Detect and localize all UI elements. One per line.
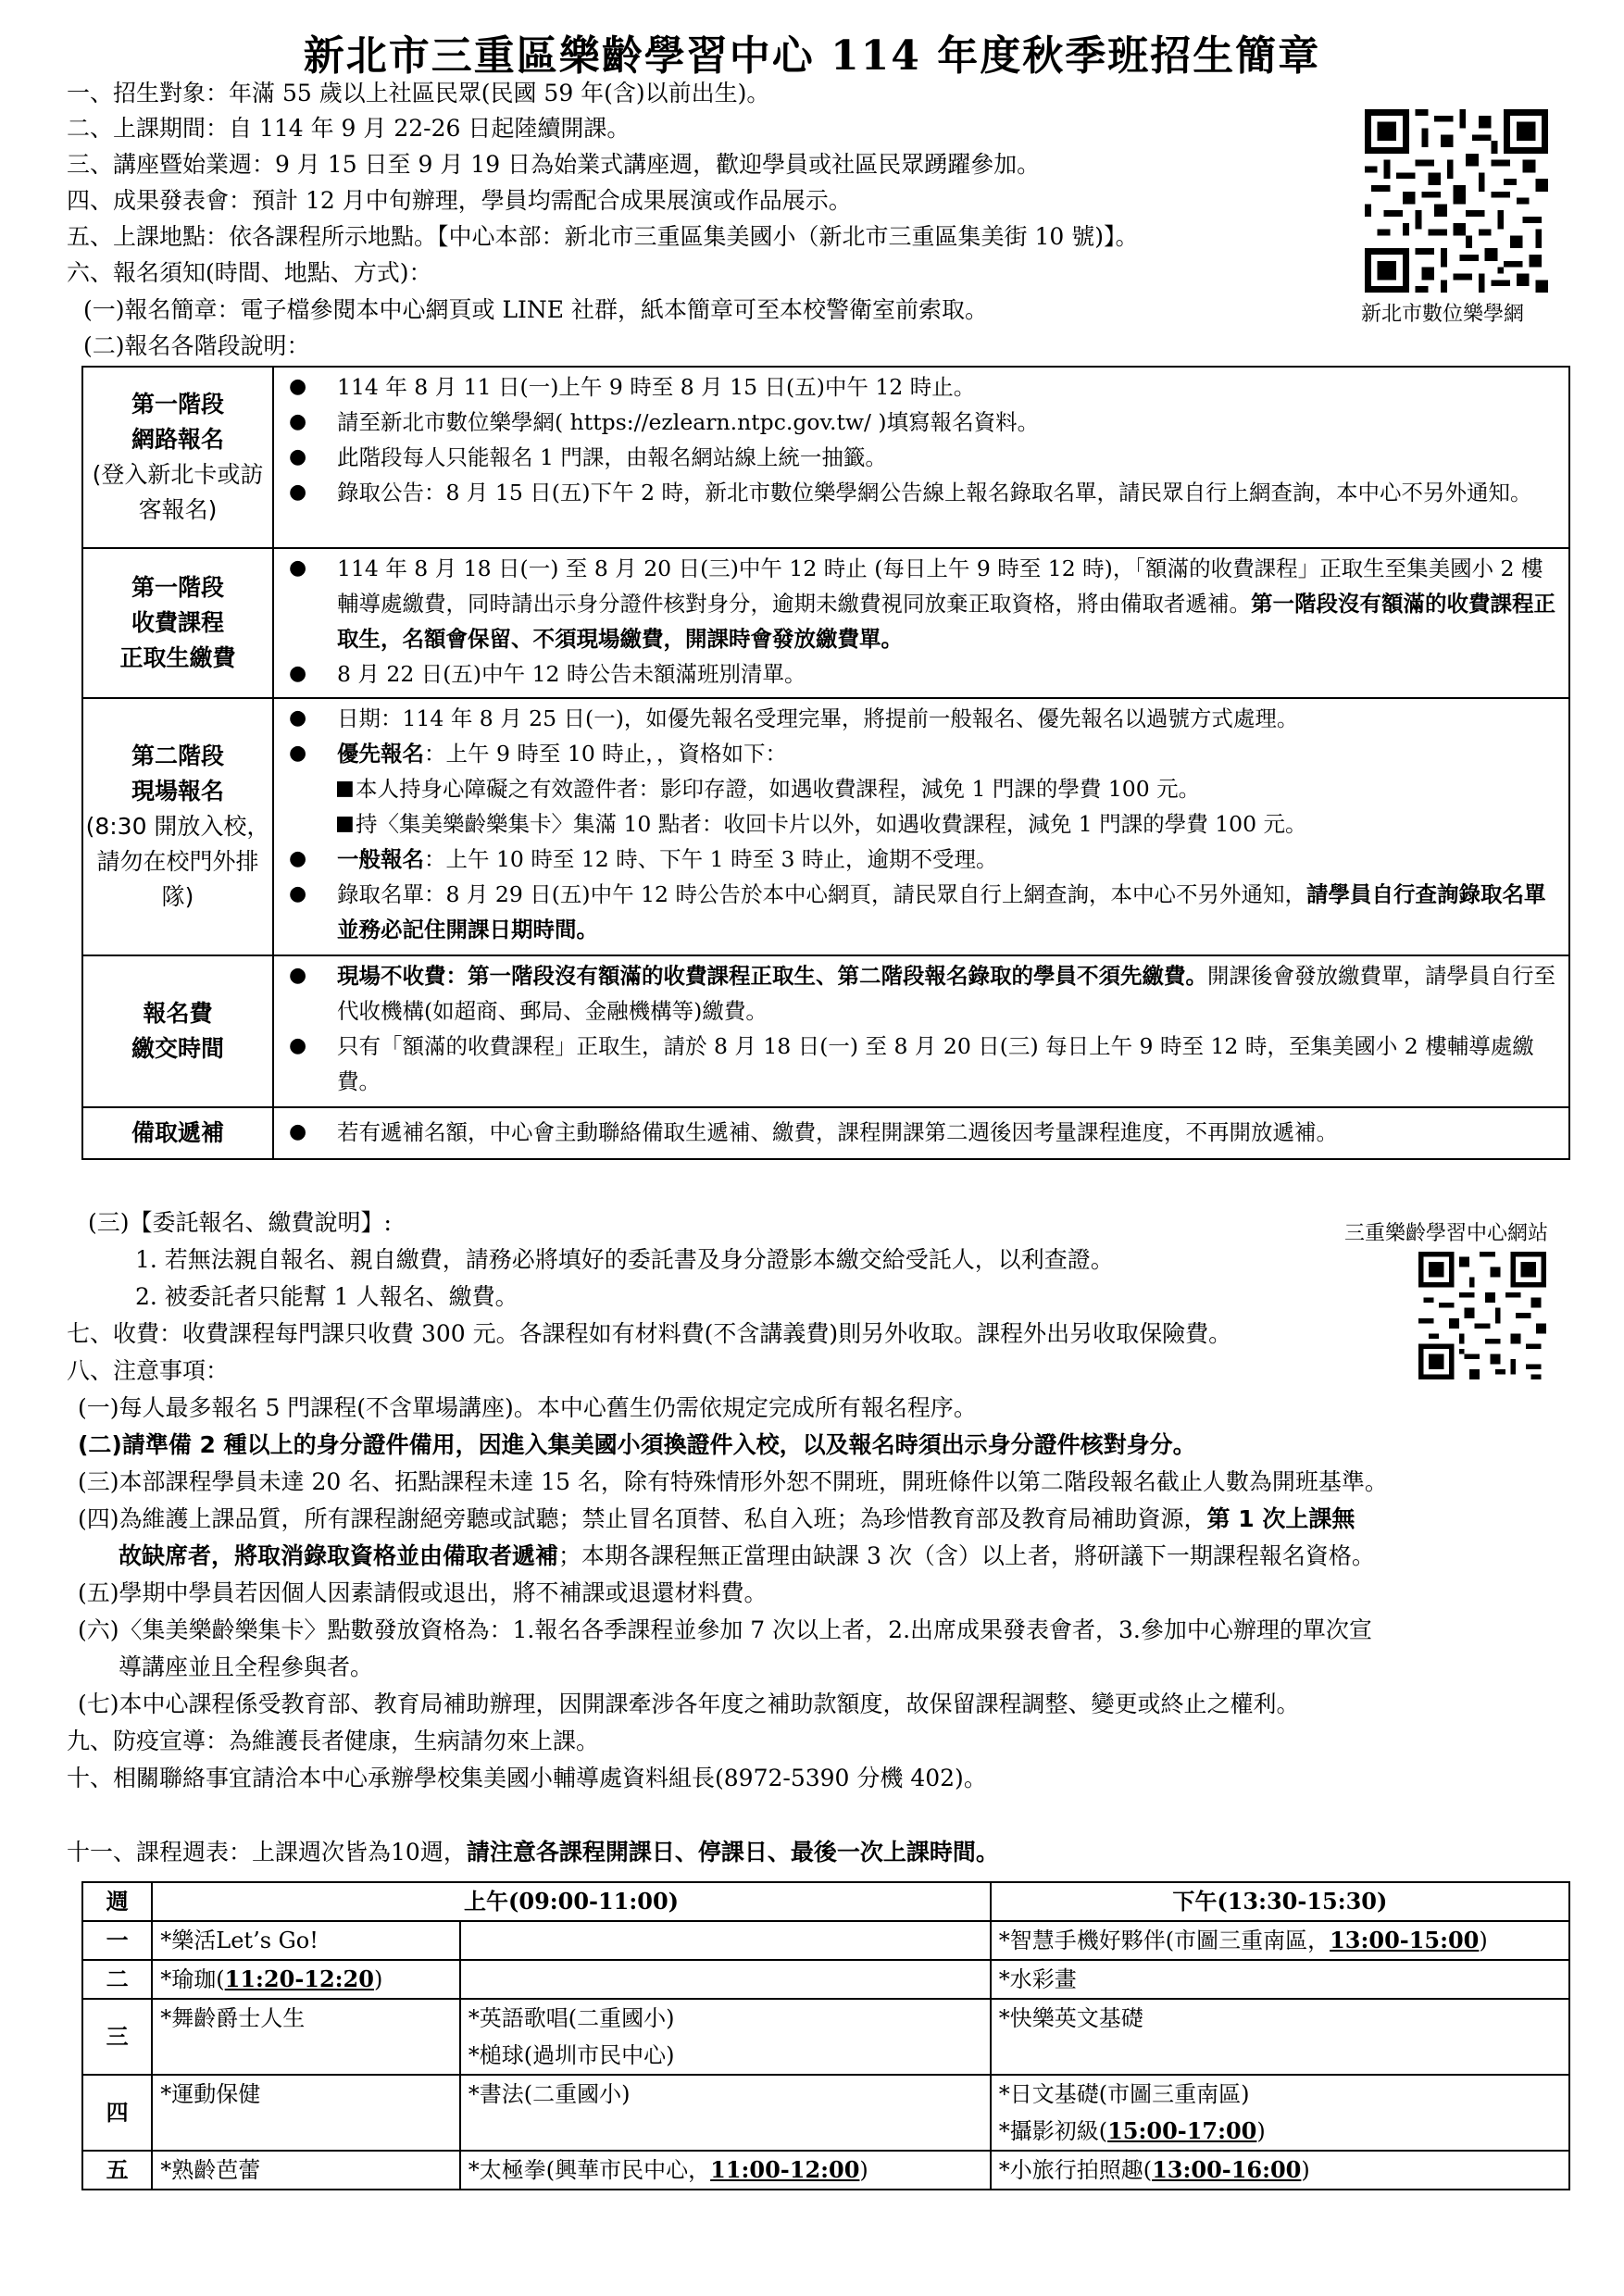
stage-2-body (273, 548, 1569, 698)
schedule-wed-am-2b: *槌球(過圳市民中心) (468, 2042, 675, 2068)
registration-stage-table (81, 366, 1570, 1160)
stage-4-title: 報名費 (143, 1000, 213, 1027)
intro-line-4: 四、成果發表會：預計 12 月中旬辦理，學員均需配合成果展演或作品展示。 (67, 187, 852, 214)
stage-1-bullet-4: ● 錄取公告：8 月 15 日(五)下午 2 時，新北市數位樂學網公告線上報名錄取名單，請民眾自行上網查詢，本中心不另外通知。 (283, 475, 1563, 510)
schedule-mon-pm-text: *智慧手機好夥伴(市圖三重南區， (998, 1928, 1330, 1953)
stage-1-body (273, 367, 1569, 548)
stage-2-bullet-1-bold: 第一階段沒有額滿的收費課程正取生，名額會保留、不須現場繳費，開課時會發放繳費單。 (337, 591, 1555, 652)
schedule-tue-am-1-text: *瑜珈( (160, 1966, 225, 1992)
schedule-thu-pm-2: *攝影初級(15:00-17:00) (998, 2117, 1266, 2144)
stage-3-bullet-3-text: ：上午 10 時至 12 時、下午 1 時至 3 時止，逾期不受理。 (424, 846, 998, 872)
stage-row-5 (82, 1107, 1569, 1159)
schedule-row-tue (82, 1960, 1569, 1999)
schedule-tue-am-2 (460, 1960, 991, 1999)
stage-2-header (82, 548, 273, 698)
note-6-line-1: (六)〈集美樂齡樂集卡〉點數發放資格為：1.報名各季課程並參加 7 次以上者，2.出席成果發表會者，3.參加中心辦理的單次宣 (78, 1616, 1372, 1643)
item-11 (67, 1835, 999, 1870)
stage-4-bullet-1-text: 開課後會發放繳費單，請學員自行至代收機構(如超商、郵局、金融機構等)繳費。 (337, 963, 1555, 1024)
note-4-bold-a: 第 1 次上課無 (1206, 1505, 1355, 1532)
stage-2-subtitle: 收費課程 (131, 609, 224, 636)
schedule-fri-am-2: *太極拳(興華市民中心，11:00-12:00) (460, 2151, 991, 2190)
stage-3-bullet-1: ● 日期：114 年 8 月 25 日(一)，如優先報名受理完畢，將提前一般報名、優先報名以過號方式處理。 (283, 701, 1563, 736)
weekly-schedule-table (81, 1881, 1570, 2190)
schedule-tue-am-1: *瑜珈(11:20-12:20) (152, 1960, 459, 1999)
note-1: (一)每人最多報名 5 門課程(不含單場講座)。本中心舊生仍需依規定完成所有報名程序。 (78, 1394, 977, 1421)
item-11-bold: 請注意各課程開課日、停課日、最後一次上課時間。 (466, 1839, 999, 1866)
stage-2-bullet-2: ● 8 月 22 日(五)中午 12 時公告未額滿班別清單。 (283, 656, 1563, 692)
schedule-thu-am-1: *運動保健 (152, 2075, 459, 2151)
stage-3-sub-1: ■ 本人持身心障礙之有效證件者：影印存證，如遇收費課程，減免 1 門課的學費 100 元。 (283, 771, 1563, 806)
schedule-header-pm: 下午(13:30-15:30) (991, 1882, 1569, 1921)
stage-4-bullet-1-bold: 現場不收費：第一階段沒有額滿的收費課程正取生、第二階段報名錄取的學員不須先繳費。 (337, 963, 1207, 989)
stage-5-body (273, 1107, 1569, 1159)
stage-2-bullet-1-text: 114 年 8 月 18 日(一) 至 8 月 20 日(三)中午 12 時止 (每日上午 9 時至 12 時)，「額滿的收費課程」正取生至集美國小 2 樓輔導處繳費，同時請出示身分證件核對身分，逾期未繳費視同放棄正取資格，將由備取者遞補。 (337, 555, 1543, 617)
stage-1-bullet-2[interactable]: ● 請至新北市數位樂學網( https://ezlearn.ntpc.gov.tw/ )填寫報名資料。 (283, 405, 1563, 440)
stage-1-header (82, 367, 273, 548)
schedule-day-fri: 五 (82, 2151, 152, 2190)
stage-3-note: (8:30 開放入校，請勿在校門外排隊) (85, 813, 270, 910)
qr-label-ezlearn: 新北市數位樂學網 (1361, 303, 1525, 326)
note-5: (五)學期中學員若因個人因素請假或退出，將不補課或退還材料費。 (78, 1579, 768, 1606)
section-3-item-2: 2. 被委託者只能幫 1 人報名、繳費。 (135, 1283, 518, 1310)
schedule-fri-am-2-text: *太極拳(興華市民中心， (468, 2157, 711, 2183)
stage-3-header (82, 698, 273, 955)
stage-5-title: 備取遞補 (131, 1119, 224, 1146)
stage-3-subtitle: 現場報名 (131, 778, 224, 805)
schedule-day-thu: 四 (82, 2075, 152, 2151)
stage-1-subtitle: 網路報名 (131, 426, 224, 453)
schedule-mon-am-2 (460, 1921, 991, 1960)
schedule-tue-pm: *水彩畫 (991, 1960, 1569, 1999)
note-4-text-b: ；本期各課程無正當理由缺課 3 次（含）以上者，將研議下一期課程報名資格。 (558, 1542, 1375, 1569)
stage-3-bullet-3 (283, 842, 1563, 877)
note-6-line-2: 導講座並且全程參與者。 (119, 1653, 374, 1680)
intro-line-8: (二)報名各階段說明： (83, 332, 310, 359)
notes-heading: 八、注意事項： (67, 1357, 230, 1384)
schedule-thu-pm-2-time: 15:00-17:00 (1107, 2117, 1257, 2144)
schedule-mon-pm: *智慧手機好夥伴(市圖三重南區，13:00-15:00) (991, 1921, 1569, 1960)
schedule-fri-pm: *小旅行拍照趣(13:00-16:00) (991, 2151, 1569, 2190)
schedule-day-tue: 二 (82, 1960, 152, 1999)
stage-3-bullet-2 (283, 736, 1563, 771)
page-title: 新北市三重區樂齡學習中心 114 年度秋季班招生簡章 (303, 32, 1321, 80)
schedule-wed-am-2 (460, 1999, 991, 2075)
schedule-row-mon (82, 1921, 1569, 1960)
qr-label-center-site: 三重樂齡學習中心網站 (1344, 1222, 1549, 1245)
schedule-fri-am-1: *熟齡芭蕾 (152, 2151, 459, 2190)
intro-line-6: 六、報名須知(時間、地點、方式)： (67, 259, 432, 286)
stage-3-sub-2: ■ 持〈集美樂齡樂集卡〉集滿 10 點者：收回卡片以外，如遇收費課程，減免 1 門課的學費 100 元。 (283, 806, 1563, 842)
stage-3-bullet-4-text: 錄取名單：8 月 29 日(五)中午 12 時公告於本中心網頁，請民眾自行上網查詢，本中心不另外通知， (337, 881, 1306, 907)
stage-2-title: 第一階段 (131, 574, 224, 601)
note-3: (三)本部課程學員未達 20 名、拓點課程未達 15 名，除有特殊情形外恕不開班，開班條件以第二階段報名截止人數為開班基準。 (78, 1468, 1388, 1495)
stage-2-bullet-1 (283, 551, 1563, 656)
schedule-row-thu (82, 2075, 1569, 2151)
schedule-wed-am-1: *舞齡爵士人生 (152, 1999, 459, 2075)
schedule-row-fri (82, 2151, 1569, 2190)
intro-line-7: (一)報名簡章：電子檔參閱本中心網頁或 LINE 社群，紙本簡章可至本校警衛室前索取。 (83, 296, 989, 323)
stage-4-header (82, 955, 273, 1107)
schedule-header-am: 上午(09:00-11:00) (152, 1882, 990, 1921)
stage-3-bullet-4 (283, 877, 1563, 947)
intro-line-3: 三、講座暨始業週：9 月 15 日至 9 月 19 日為始業式講座週，歡迎學員或社區民眾踴躍參加。 (67, 151, 1041, 178)
stage-1-bullet-3: ● 此階段每人只能報名 1 門課，由報名網站線上統一抽籤。 (283, 440, 1563, 475)
item-11-text: 十一、課程週表：上課週次皆為10週， (67, 1839, 467, 1866)
schedule-mon-am-1: *樂活Let’s Go! (152, 1921, 459, 1960)
stage-4-body (273, 955, 1569, 1107)
stage-5-bullet-1: ● 若有遞補名額，中心會主動聯絡備取生遞補、繳費，課程開課第二週後因考量課程進度，不再開放遞補。 (283, 1115, 1563, 1150)
stage-3-bullet-2-text: ：上午 9 時至 10 時止，，資格如下： (424, 741, 787, 767)
stage-row-1 (82, 367, 1569, 548)
note-4-bold-b: 故缺席者，將取消錄取資格並由備取者遞補 (119, 1542, 559, 1569)
stage-3-bullet-4-bold: 請學員自行查詢錄取名單並務必記住開課日期時間。 (337, 881, 1546, 942)
stage-4-bullet-1 (283, 958, 1563, 1029)
schedule-thu-am-2: *書法(二重國小) (460, 2075, 991, 2151)
schedule-fri-pm-time: 13:00-16:00 (1152, 2156, 1302, 2183)
section-3-item-1: 1. 若無法親自報名、親自繳費，請務必將填好的委託書及身分證影本繳交給受託人，以利查證。 (135, 1246, 1114, 1273)
schedule-fri-am-2-time: 11:00-12:00 (710, 2156, 860, 2183)
schedule-thu-pm-2-text: *攝影初級( (998, 2118, 1108, 2144)
schedule-mon-pm-time: 13:00-15:00 (1330, 1927, 1480, 1953)
stage-2-note: 正取生繳費 (119, 644, 236, 671)
item-9: 九、防疫宣導：為維護長者健康，生病請勿來上課。 (67, 1728, 600, 1754)
item-10: 十、相關聯絡事宜請洽本中心承辦學校集美國小輔導處資料組長(8972-5390 分機 402)。 (67, 1765, 987, 1791)
qr-code-ezlearn[interactable] (1365, 109, 1548, 293)
note-7: (七)本中心課程係受教育部、教育局補助辦理，因開課牽涉各年度之補助款額度，故保留課程調整、變更或終止之權利。 (78, 1691, 1300, 1717)
schedule-thu-pm-1: *日文基礎(市圖三重南區) (998, 2081, 1250, 2107)
intro-line-1: 一、招生對象：年滿 55 歲以上社區民眾(民國 59 年(含)以前出生)。 (67, 80, 770, 106)
schedule-header-day: 週 (82, 1882, 152, 1921)
fee-line: 七、收費：收費課程每門課只收費 300 元。各課程如有材料費(不含講義費)則另外收取。課程外出另收取保險費。 (67, 1320, 1232, 1347)
stage-3-title: 第二階段 (131, 742, 224, 769)
schedule-fri-pm-text: *小旅行拍照趣( (998, 2157, 1153, 2183)
schedule-header-row (82, 1882, 1569, 1921)
stage-row-2 (82, 548, 1569, 698)
stage-5-header (82, 1107, 273, 1159)
intro-line-5: 五、上課地點：依各課程所示地點。【中心本部：新北市三重區集美國小（新北市三重區集美街 10 號)】。 (67, 223, 1139, 250)
stage-1-title: 第一階段 (131, 391, 224, 418)
schedule-wed-pm: *快樂英文基礎 (991, 1999, 1569, 2075)
stage-3-bullet-2-bold: 優先報名 (337, 741, 424, 767)
note-4-text-a: (四)為維護上課品質，所有課程謝絕旁聽或試聽；禁止冒名頂替、私自入班；為珍惜教育部及教育局補助資源， (78, 1505, 1207, 1532)
stage-3-body (273, 698, 1569, 955)
section-3-heading: (三)【委託報名、繳費說明】: (88, 1209, 392, 1236)
schedule-wed-am-2a: *英語歌唱(二重國小) (468, 2005, 675, 2031)
stage-3-bullet-3-bold: 一般報名 (337, 846, 424, 872)
intro-line-2: 二、上課期間：自 114 年 9 月 22-26 日起陸續開課。 (67, 115, 631, 142)
stage-row-4 (82, 955, 1569, 1107)
schedule-tue-am-1-time: 11:20-12:20 (224, 1965, 374, 1992)
note-4-line-2 (119, 1539, 1375, 1574)
schedule-day-wed: 三 (82, 1999, 152, 2075)
qr-code-center-site[interactable] (1418, 1252, 1546, 1379)
stage-1-note: (登入新北卡或訪客報名) (92, 461, 264, 523)
stage-4-bullet-2: ● 只有「額滿的收費課程」正取生，請於 8 月 18 日(一) 至 8 月 20 日(三) 每日上午 9 時至 12 時，至集美國小 2 樓輔導處繳費。 (283, 1029, 1563, 1099)
schedule-day-mon: 一 (82, 1921, 152, 1960)
schedule-row-wed (82, 1999, 1569, 2075)
schedule-thu-pm (991, 2075, 1569, 2151)
note-2: (二)請準備 2 種以上的身分證件備用，因進入集美國小須換證件入校，以及報名時須出示身分證件核對身分。 (78, 1431, 1196, 1458)
stage-row-3 (82, 698, 1569, 955)
stage-4-subtitle: 繳交時間 (131, 1035, 224, 1062)
stage-1-bullet-1: ● 114 年 8 月 11 日(一)上午 9 時至 8 月 15 日(五)中午 12 時止。 (283, 369, 1563, 405)
note-4-line-1 (78, 1502, 1355, 1537)
